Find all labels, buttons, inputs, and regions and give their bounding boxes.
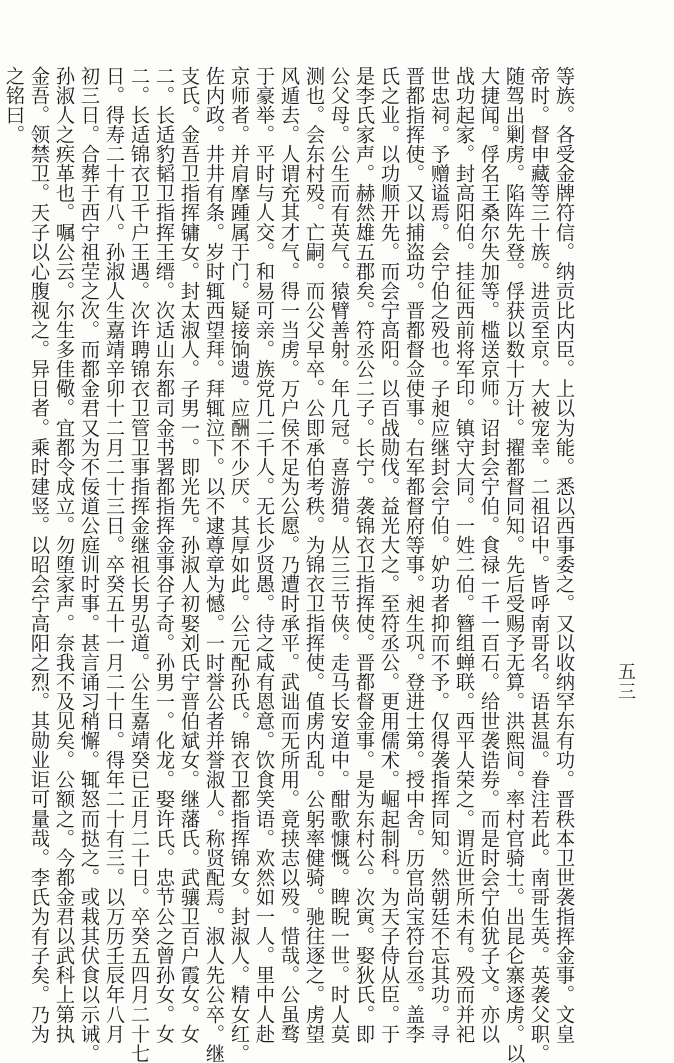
text-column-21: 孙淑人之疾革也。嘱公云。尔生多佳儆。宜都令成立。勿堕家声。奈我不及见矣。公额之。今都金君以武科上第执 [53,66,76,1044]
text-column-22: 金吾。领禁卫。天子以心腹视之。异日者。乘时建竖。以昭会宁高阳之烈。其勋业讵可量哉。李氏为有子矣。乃为 [28,66,51,1044]
text-column-1: 等族。各受金牌符信。纳贡比内臣。上以为能。悉以西事委之。又以收纳罕东有功。晋秩本卫世袭指挥金事。文皇 [553,66,576,1044]
text-column-12: 风遁去。人谓充其才气。得一当虏。万户侯不足为公愿。乃遭时承平。武诎而无所用。竟挟志以殁。惜哉。公虽骛 [278,66,301,1044]
vertical-text-block [3,66,576,1063]
page-number: 五三 [615,662,636,702]
text-column-2: 帝时。督申藏等三十族。进贡至京。大被宠幸。二祖诏中。皆呼南哥名。语甚温。眷注若此。南哥生英。英袭父职。 [528,66,551,1063]
text-column-14: 京师者。并肩摩踵属于门。疑接饷遗。应酬不少厌。其厚如此。公元配孙氏。锦衣卫都指挥锦女。封淑人。精女红。 [228,66,251,1063]
text-column-18: 二。长适锦衣卫千户王遇。次许聘锦衣卫管卫事指挥金继祖长男弘道。公生嘉靖癸已正月二十日。卒癸五四月二十七 [128,66,151,1063]
text-column-3: 随驾出剿虏。陷阵先登。俘获以数十万计。擢都督同知。先后受赐予无算。洪熙间。率村官骑士。出昆仑寨逐虏。以 [503,66,526,1063]
text-column-4: 大捷闻。俘名王桑尔失加等。槛送京师。诏封会宁伯。食禄一千一百石。给世袭诰券。而是时会宁伯犹子文。亦以 [478,66,501,1044]
text-column-6: 世忠祠。予赠谥焉。会宁伯之殁也。子昶应继封会宁伯。妒功者抑而不予。仅得袭指挥同知。然朝廷不忘其功。寻 [428,66,451,1044]
text-column-23: 之铭曰。 [3,66,26,145]
text-column-11: 测也。会东村殁。亡嗣。而公父早卒。公即承伯考秩。为锦衣卫指挥使。值虏内乱。公躬率健骑。驰往逐之。虏望 [303,66,326,1044]
text-column-9: 是李氏家声。赫然雄五郡矣。符丞公二子。长宁。袭锦衣卫指挥使。晋都督金事。是为东村公。次寅。娶狄氏。即 [353,66,376,1044]
text-column-7: 晋都指挥使。又以捕盗功。晋都督佥使事。右军都督府等事。昶生巩。登进士第。授中舍。历官尚宝符台丞。盖李 [403,66,426,1044]
text-column-17: 二。长适豹韬卫指挥王缙。次适山东都司金书署都指挥金事谷子奇。孙男一。化龙。娶许氏。忠节公之曾孙女。女 [153,66,176,1044]
text-column-19: 日。得寿二十有八。孙淑人生嘉靖辛卯十二月二十三日。卒癸五十一月二十日。得年二十有三。以万历壬辰年八月 [103,66,126,1044]
text-column-13: 于豪举。平时与人交。和易可亲。族党几二千人。无长少贤愚。待之咸有恩意。饮食笑语。欢然如一人。里中人赴 [253,66,276,1044]
text-column-10: 公父母。公生而有英气。猿臂善射。年几冠。喜游猎。从三三节侠。走马长安道中。酣歌慷慨。睥睨一世。时人莫 [328,66,351,1044]
text-column-20: 初三日。合葬于西宁祖茔之次。而都金君又为不佞道公庭训时事。甚言诵习稍懈。辄怒而挞之。或栽其伏食以示诫。 [78,66,101,1063]
text-column-15: 佐内政。井井有条。岁时辄西望拜。拜辄泣下。以不逮尊章为憾。一时誉公者并誉淑人。称贤配焉。淑人先公卒。继 [203,66,226,1063]
text-column-8: 氏之业。以功顺开先。而会宁高阳。以百战勋伐。益光大之。至符丞公。更用儒术。崛起制科。为天子侍从臣。于 [378,66,401,1044]
text-column-5: 战功起家。封高阳伯。挂征西前将军印。镇守大同。一姓二伯。簪组蝉联。西平人荣之。谓近世所未有。殁而并祀 [453,66,476,1044]
text-column-16: 支氏。金吾卫指挥镛女。封太淑人。子男一。即光先。孙淑人初娶刘氏宁晋伯斌女。继藩氏。武骧卫百户霞女。女 [178,66,201,1044]
